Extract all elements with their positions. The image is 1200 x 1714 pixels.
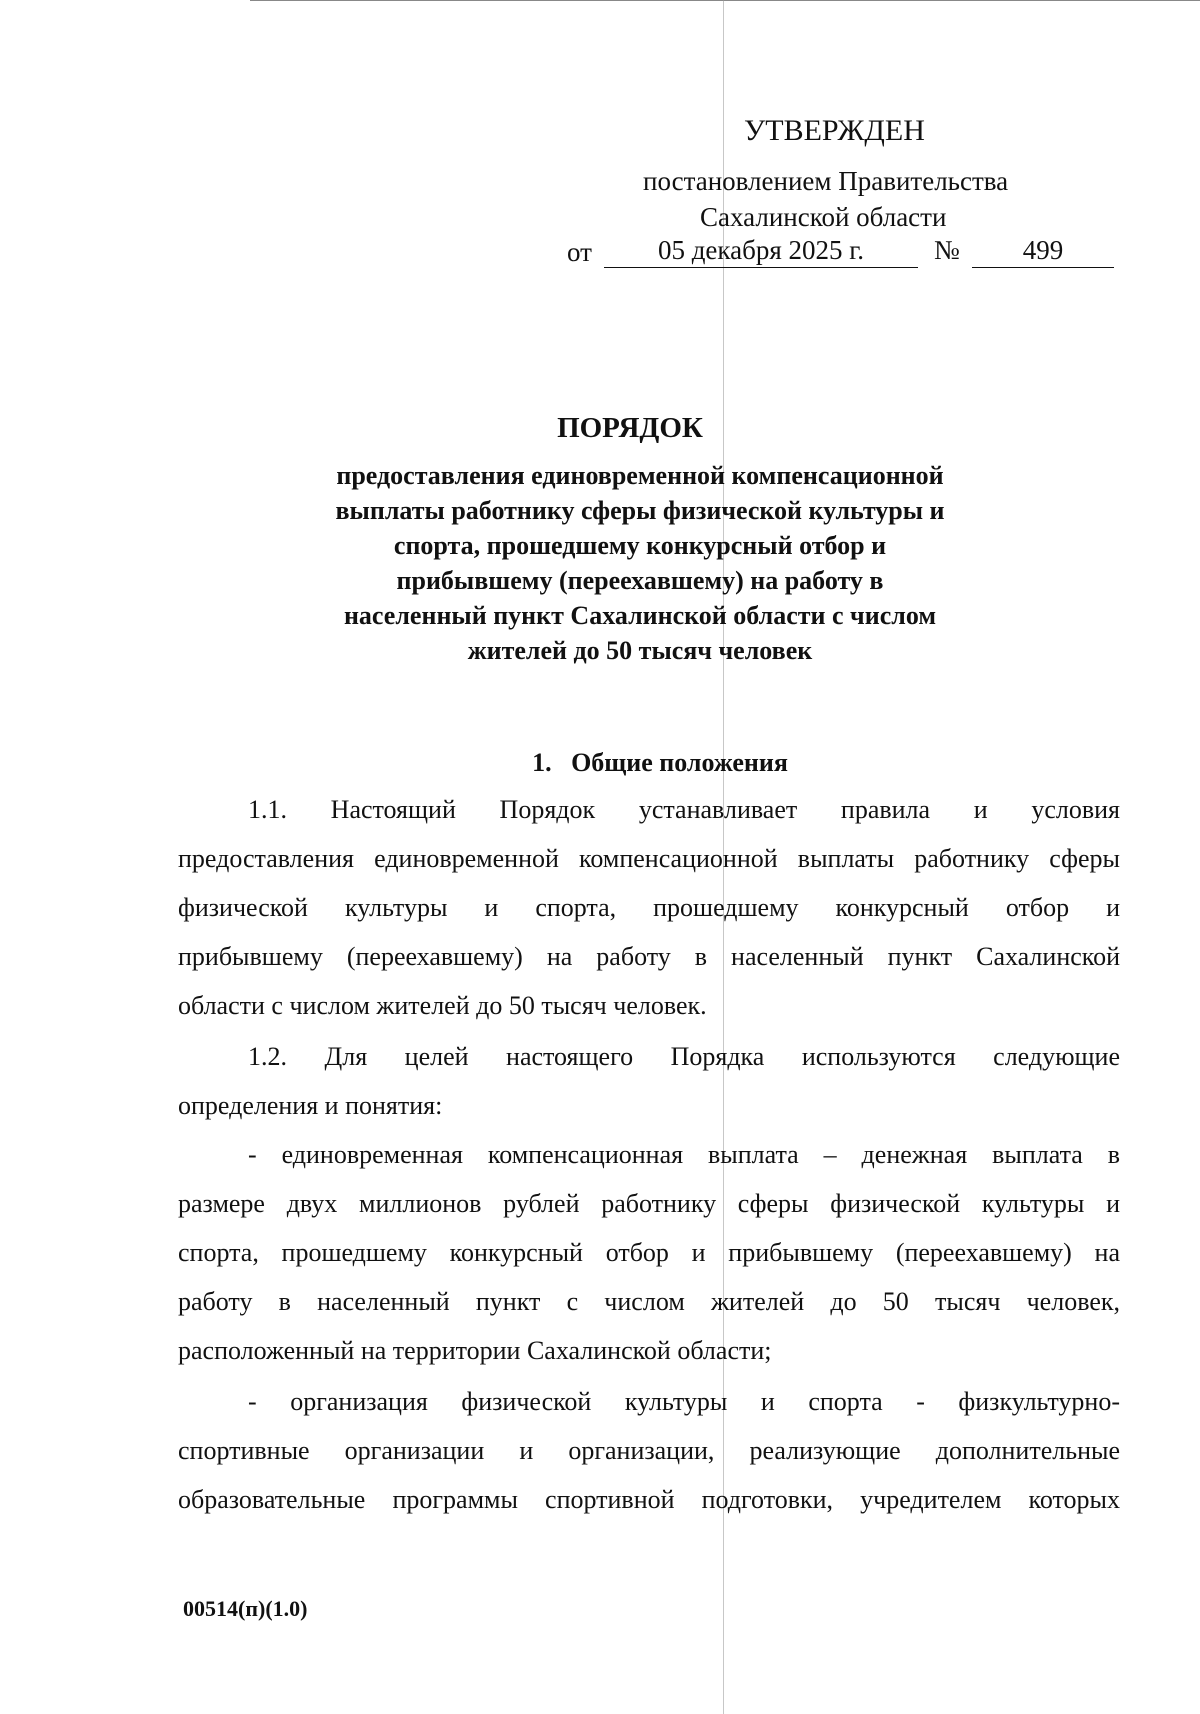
paragraph-line: 1.2. Для целей настоящего Порядка используются следующие [248,1042,1120,1071]
paragraph-line: спорта, прошедшему конкурсный отбор и прибывшему (переехавшему) на [178,1238,1120,1267]
document-subtitle [300,458,980,668]
subtitle-line: жителей до 50 тысяч человек [467,636,813,665]
number-sign: № [934,235,960,265]
paragraph-1-2 [178,1032,1120,1130]
paragraph-line: - организация физической культуры и спорта - физкультурно- [248,1387,1120,1416]
subtitle-line: спорта, прошедшему конкурсный отбор и [393,531,887,560]
paragraph-line: области с числом жителей до 50 тысяч человек. [178,991,707,1020]
paragraph-line: размере двух миллионов рублей работнику сферы физической культуры и [178,1189,1120,1218]
date-prefix: от [567,237,592,267]
approval-decree-line2: Сахалинской области [700,202,947,232]
subtitle-line: населенный пункт Сахалинской области с числом [343,601,937,630]
scan-top-edge [250,0,1200,1]
paragraph-line: - единовременная компенсационная выплата – денежная выплата в [248,1140,1120,1169]
document-title: ПОРЯДОК [557,412,703,444]
paragraph-line: физической культуры и спорта, прошедшему конкурсный отбор и [178,893,1120,922]
paragraph-line: спортивные организации и организации, реализующие дополнительные [178,1436,1120,1465]
subtitle-line: выплаты работнику сферы физической культуры и [335,496,945,525]
subtitle-line: прибывшему (переехавшему) на работу в [396,566,884,595]
paragraph-line: образовательные программы спортивной подготовки, учредителем которых [178,1485,1120,1514]
subtitle-line: предоставления единовременной компенсационной [336,461,944,490]
paragraph-line: прибывшему (переехавшему) на работу в населенный пункт Сахалинской [178,942,1120,971]
paragraph-line: работу в населенный пункт с числом жителей до 50 тысяч человек, [178,1287,1120,1316]
section-heading: 1. Общие положения [532,748,788,777]
approval-number: 499 [972,233,1114,268]
paragraph-line: расположенный на территории Сахалинской области; [178,1336,772,1365]
definition-sport-organization [178,1377,1120,1524]
paragraph-1-1 [178,785,1120,1030]
definition-compensation-payment [178,1130,1120,1375]
approval-title: УТВЕРЖДЕН [744,114,925,147]
approval-date: 05 декабря 2025 г. [604,233,918,268]
approval-decree-line1: постановлением Правительства [643,166,1009,196]
document-code: 00514(п)(1.0) [183,1596,308,1621]
paragraph-line: 1.1. Настоящий Порядок устанавливает правила и условия [248,795,1120,824]
paragraph-line: определения и понятия: [178,1091,443,1120]
paragraph-line: предоставления единовременной компенсационной выплаты работнику сферы [178,844,1120,873]
